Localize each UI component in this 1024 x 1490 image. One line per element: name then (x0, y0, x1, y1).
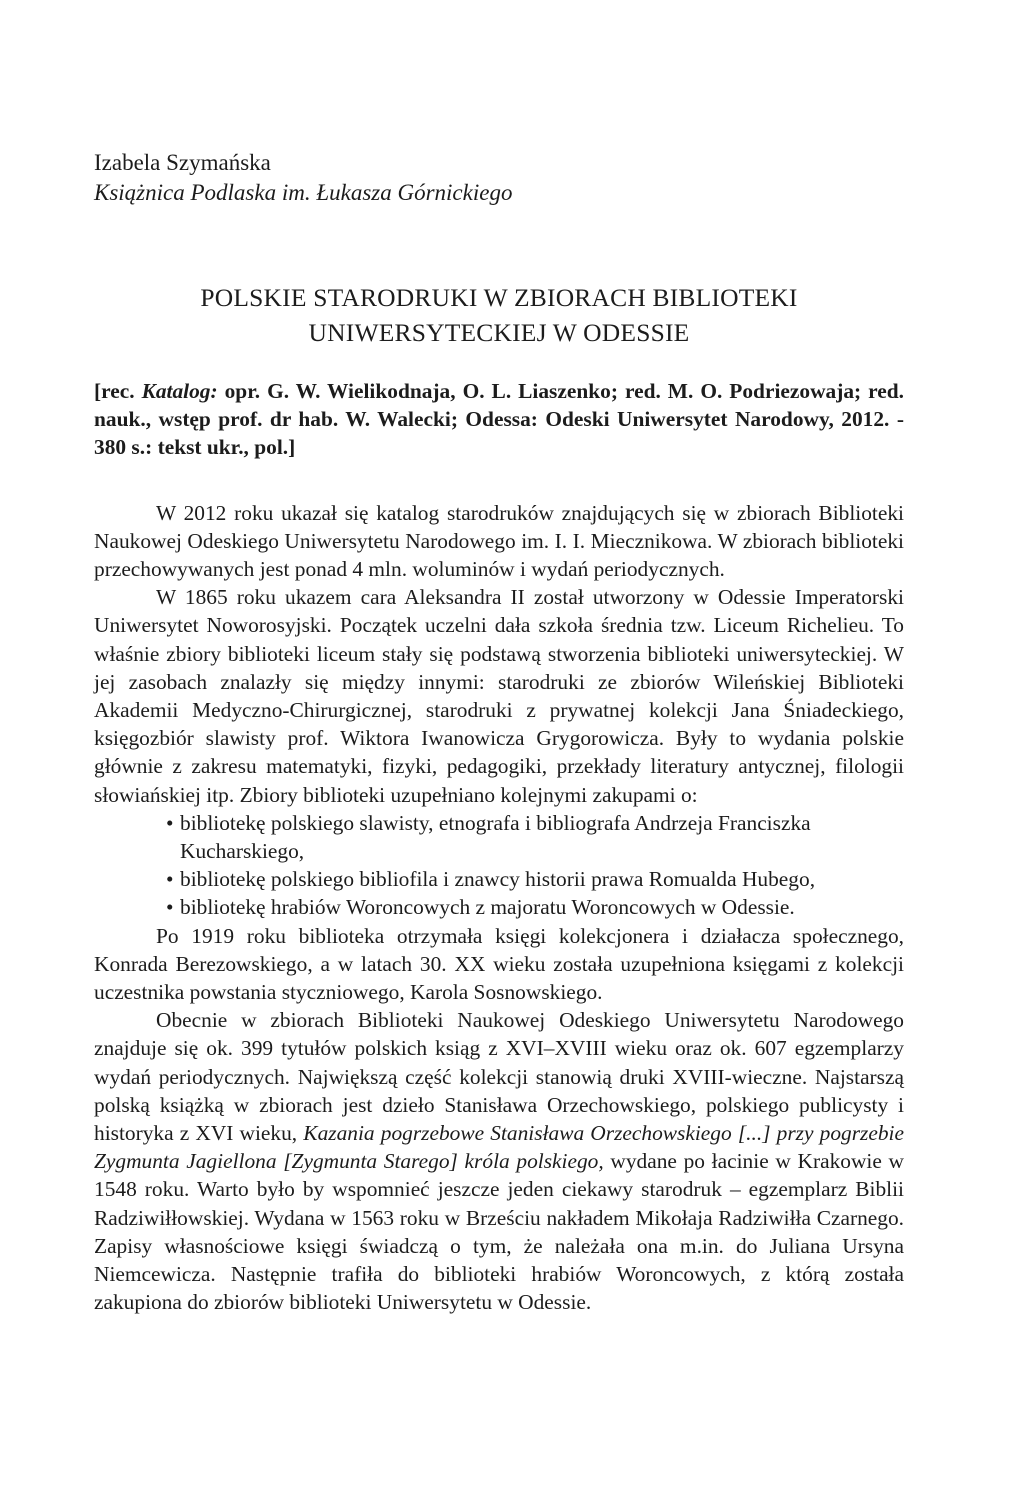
bullet-icon: • (166, 895, 174, 920)
paragraph-2: W 1865 roku ukazem cara Aleksandra II został utworzony w Odessie Imperatorski Uniwersytet Noworosyjski. Początek uczelni dała szkoła średnia tzw. Liceum Richelieu. To właśnie zbiory biblioteki liceum stały się podstawą stworzenia biblioteki uniwersyteckiej. W jej zasobach znalazły się między innymi: starodruki ze zbiorów Wileńskiej Biblioteki Akademii Medyczno-Chirurgicznej, starodruki z prywatnej kolekcji Jana Śniadeckiego, księgozbiór slawisty prof. Wiktora Iwanowicza Grygorowicza. Były to wydania polskie głównie z zakresu matematyki, fizyki, pedagogiki, przekłady literatury antycznej, filologii słowiańskiej itp. Zbiory biblioteki uzupełniano kolejnymi zakupami o: (94, 585, 904, 807)
review-details: opr. G. W. Wielikodnaja, O. L. Liaszenko; red. M. O. Podriezowaja; red. nauk., wstęp prof. dr hab. W. Walecki; Odessa: Odeski Uniwersytet Narodowy, 2012. - 380 s.: tekst ukr., pol.] (94, 379, 904, 460)
title-line-2: UNIWERSYTECKIEJ W ODESSIE (308, 318, 690, 347)
bullet-icon: • (166, 867, 174, 892)
article-title (94, 280, 904, 350)
author-name: Izabela Szymańska (94, 150, 271, 175)
bullet-icon: • (166, 810, 174, 835)
paragraph-1: W 2012 roku ukazał się katalog starodruków znajdujących się w zbiorach Biblioteki Naukowej Odeskiego Uniwersytetu Narodowego im. I. I. Miecznikowa. W zbiorach biblioteki przechowywanych jest ponad 4 mln. woluminów i wydań periodycznych. (94, 500, 904, 582)
list-item: • bibliotekę hrabiów Woroncowych z majoratu Woroncowych w Odessie. (94, 893, 904, 921)
title-line-1: POLSKIE STARODRUKI W ZBIORACH BIBLIOTEKI (200, 283, 798, 312)
paragraph-4: Obecnie w zbiorach Biblioteki Naukowej Odeskiego Uniwersytetu Narodowego znajduje się ok. 399 tytułów polskich ksiąg z XVI–XVIII wieku oraz ok. 607 egzemplarzy wydań periodycznych. Największą część kolekcji stanowią druki XVIII-wieczne. Najstarszą polską książką w zbiorach jest dzieło Stanisława Orzechowskiego, polskiego publicysty i historyka z XVI wieku, Kazania pogrzebowe Stanisława Orzechowskiego [...] przy pogrzebie Zygmunta Jagiellona [Zygmunta Starego] króla polskiego, wydane po łacinie w Krakowie w 1548 roku. Warto było by wspomnieć jeszcze jeden ciekawy starodruk – egzemplarz Biblii Radziwiłłowskiej. Wydana w 1563 roku w Brześciu nakładem Mikołaja Radziwiłła Czarnego. Zapisy własnościowe księgi świadczą o tym, że należała ona m.in. do Juliana Ursyna Niemcewicza. Następnie trafiła do biblioteki hrabiów Woroncowych, z którą została zakupiona do zbiorów biblioteki Uniwersytetu w Odessie. (94, 1008, 904, 1315)
article-body (94, 499, 904, 1317)
list-item: • bibliotekę polskiego bibliofila i znawcy historii prawa Romualda Hubego, (94, 865, 904, 893)
review-citation (94, 377, 904, 462)
book-title-italic: Kazania pogrzebowe Stanisława Orzechowskiego [...] przy pogrzebie Zygmunta Jagiellona [Zygmunta Starego] króla polskiego, (94, 1121, 904, 1174)
acquisitions-list (94, 809, 904, 922)
paragraph-3: Po 1919 roku biblioteka otrzymała księgi kolekcjonera i działacza społecznego, Konrada Berezowskiego, a w latach 30. XX wieku została uzupełniona księgami z kolekcji uczestnika powstania styczniowego, Karola Sosnowskiego. (94, 923, 904, 1005)
list-item: • bibliotekę polskiego slawisty, etnografa i bibliografa Andrzeja Franciszka Kucharskiego, (166, 810, 811, 864)
review-catalog-label: Katalog: (141, 379, 218, 403)
author-affiliation: Książnica Podlaska im. Łukasza Górnickiego (94, 180, 513, 205)
document-page (94, 148, 904, 1317)
review-prefix: [rec. (94, 379, 142, 403)
